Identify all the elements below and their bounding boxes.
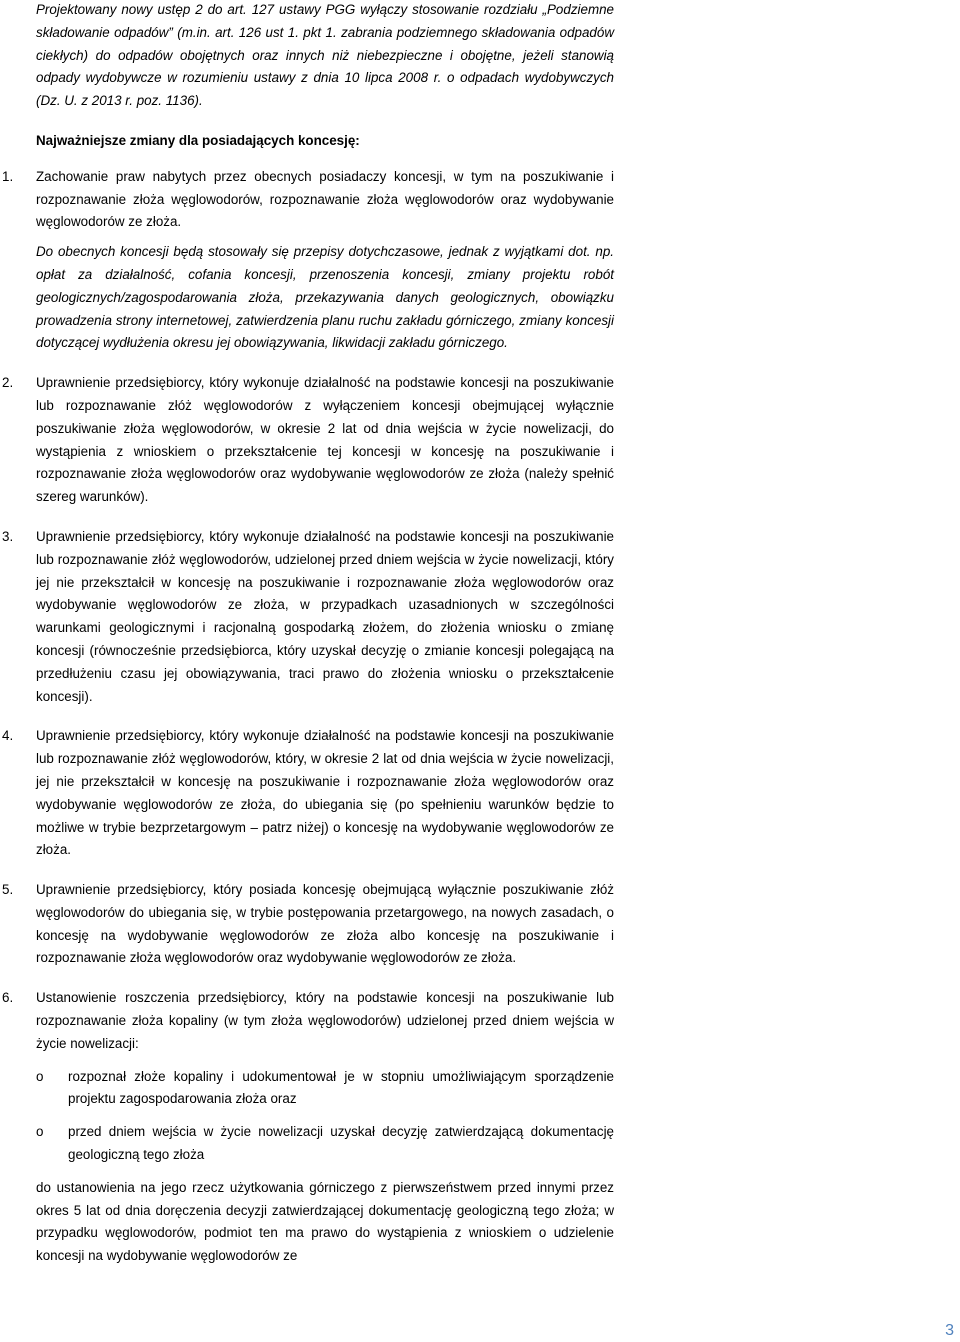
section-heading: Najważniejsze zmiany dla posiadających koncesję:: [36, 132, 360, 148]
list-item-4: [2, 725, 614, 862]
list-item-note: Do obecnych koncesji będą stosowały się przepisy dotychczasowe, jednak z wyjątkami dot. np. opłat za działalność, cofania koncesji, przenoszenia koncesji, zmiany projektu robót geologicznych/zagospodarowania złoża, przekazywania danych geologicznych, obowiązku prowadzenia strony internetowej, zatwierdzenia planu ruchu zakładu górniczego, zmiany koncesji dotyczącej wydłużenia okresu jej obowiązywania, likwidacji zakładu górniczego.: [36, 244, 614, 351]
sub-bullet-item: [36, 1066, 614, 1112]
list-item-5: [2, 879, 614, 970]
list-item-text: Zachowanie praw nabytych przez obecnych posiadaczy koncesji, w tym na poszukiwanie i rozpoznawanie złoża węglowodorów, rozpoznawanie złoża węglowodorów oraz wydobywanie węglowodorów ze złoża.: [36, 168, 614, 230]
list-number: 3.: [2, 528, 14, 544]
list-number: 6.: [2, 990, 14, 1006]
list-item-1: [2, 166, 614, 355]
sub-bullet-text: rozpoznał złoże kopaliny i udokumentował je w stopniu umożliwiającym sporządzenie projektu zagospodarowania złoża oraz: [68, 1068, 614, 1107]
document-page: [2, 0, 614, 1268]
list-item-6: [2, 987, 614, 1268]
list-item-text: Uprawnienie przedsiębiorcy, który posiada koncesję obejmującą wyłącznie poszukiwanie złóż węglowodorów do ubiegania się, w trybie postępowania przetargowego, na nowych zasadach, o koncesję na wydobywanie węglowodorów ze złoża albo koncesję na poszukiwanie i rozpoznawanie złoża węglowodorów oraz wydobywanie węglowodorów ze złoża.: [36, 882, 614, 966]
sub-bullet-text: przed dniem wejścia w życie nowelizacji uzyskał decyzję zatwierdzającą dokumentację geologiczną tego złoża: [68, 1124, 614, 1163]
list-number: 1.: [2, 168, 14, 184]
list-item-text: Ustanowienie roszczenia przedsiębiorcy, który na podstawie koncesji na poszukiwanie lub rozpoznawanie złoża kopaliny (w tym złoża węglowodorów) udzielonej przed dniem wejścia w życie nowelizacji:: [36, 990, 614, 1051]
page-number: 3: [945, 1322, 954, 1339]
list-item-text: Uprawnienie przedsiębiorcy, który wykonuje działalność na podstawie koncesji na poszukiwanie lub rozpoznawanie złóż węglowodorów, który, w okresie 2 lat od dnia wejścia w życie nowelizacji, jej nie przekształcił w koncesję na poszukiwanie i rozpoznawanie złoża węglowodorów oraz wydobywanie węglowodorów ze złoża, do ubiegania się (po spełnieniu warunków będzie to możliwe w trybie bezprzetargowym – patrz niżej) o koncesję na wydobywanie węglowodorów ze złoża.: [36, 728, 614, 858]
bullet-marker: o: [36, 1124, 44, 1140]
list-number: 4.: [2, 728, 14, 744]
bullet-marker: o: [36, 1068, 44, 1084]
intro-paragraph: Projektowany nowy ustęp 2 do art. 127 ustawy PGG wyłączy stosowanie rozdziału „Podziemne składowanie odpadów” (m.in. art. 126 ust 1. pkt 1. zabrania podziemnego składowania odpadów ciekłych) do odpadów obojętnych oraz innych niż niebezpieczne i obojętne, jeżeli stanowią odpady wydobywcze w rozumieniu ustawy z dnia 10 lipca 2008 r. o odpadach wydobywczych (Dz. U. z 2013 r. poz. 1136).: [36, 2, 614, 109]
list-item-2: [2, 372, 614, 509]
list-item-continuation: do ustanowienia na jego rzecz użytkowania górniczego z pierwszeństwem przed innymi przez okres 5 lat od dnia doręczenia decyzji zatwierdzającej dokumentację geologiczną tego złoża; w przypadku węglowodorów, podmiot ten ma prawo do wystąpienia z wnioskiem o udzielenie koncesji na wydobywanie węglowodorów ze: [36, 1179, 614, 1264]
sub-bullet-list: [36, 1066, 614, 1167]
list-number: 5.: [2, 882, 14, 898]
list-item-text: Uprawnienie przedsiębiorcy, który wykonuje działalność na podstawie koncesji na poszukiwanie lub rozpoznawanie złóż węglowodorów z wyłączeniem koncesji obejmującej wyłącznie poszukiwanie złoża węglowodorów, w okresie 2 lat od dnia wejścia w życie nowelizacji, do wystąpienia z wnioskiem o przekształcenie tej koncesji w koncesję na poszukiwanie i rozpoznawanie złoża węglowodorów oraz wydobywanie węglowodorów ze złoża (należy spełnić szereg warunków).: [36, 375, 614, 505]
list-item-text: Uprawnienie przedsiębiorcy, który wykonuje działalność na podstawie koncesji na poszukiwanie lub rozpoznawanie złóż węglowodorów, udzielonej przed dniem wejścia w życie nowelizacji, który jej nie przekształcił w koncesję na poszukiwanie i rozpoznawanie złoża węglowodorów oraz wydobywanie węglowodorów ze złoża, w przypadkach uzasadnionych w szczególności warunkami geologicznymi i racjonalną gospodarką złożem, do złożenia wniosku o zmianę koncesji (równocześnie przedsiębiorca, który uzyskał decyzję o zmianie koncesji polegającą na przedłużeniu czasu jej obowiązywania, traci prawo do złożenia wniosku o przekształcenie koncesji).: [36, 528, 614, 704]
list-item-3: [2, 526, 614, 708]
list-number: 2.: [2, 375, 14, 391]
sub-bullet-item: [36, 1121, 614, 1167]
